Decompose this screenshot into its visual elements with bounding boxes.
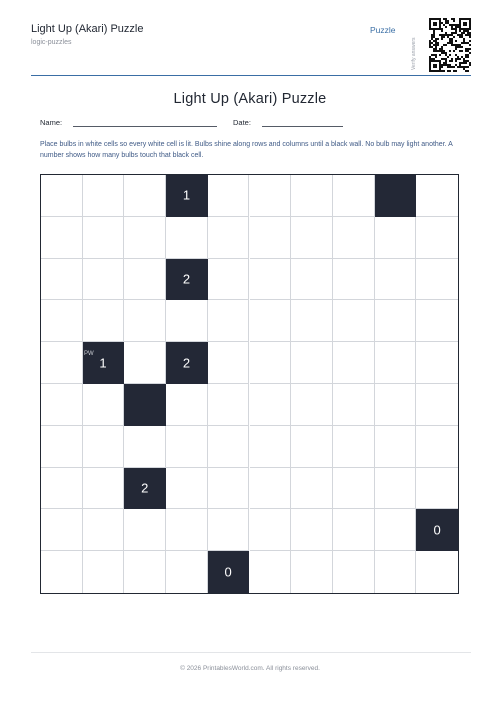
white-cell[interactable] [333, 384, 375, 426]
white-cell[interactable] [416, 468, 458, 510]
white-cell[interactable] [291, 551, 333, 593]
white-cell[interactable] [333, 175, 375, 217]
footer-divider [31, 652, 471, 653]
white-cell[interactable] [375, 342, 417, 384]
white-cell[interactable] [41, 342, 83, 384]
header-title: Light Up (Akari) Puzzle [31, 23, 144, 35]
instructions: Place bulbs in white cells so every white cell is lit. Bulbs shine along rows and columns until a black wall. No bulb may light another. A number shows how many bulbs touch that black cell. [40, 141, 453, 159]
white-cell[interactable] [166, 426, 208, 468]
white-cell[interactable] [41, 259, 83, 301]
white-cell[interactable] [333, 426, 375, 468]
black-cell [375, 175, 417, 217]
white-cell[interactable] [375, 300, 417, 342]
white-cell[interactable] [208, 342, 250, 384]
white-cell[interactable] [41, 468, 83, 510]
white-cell[interactable] [166, 300, 208, 342]
black-cell [208, 551, 250, 593]
white-cell[interactable] [208, 509, 250, 551]
footer-copyright: © 2026 PrintablesWorld.com. All rights reserved. [180, 665, 320, 672]
white-cell[interactable] [416, 175, 458, 217]
white-cell[interactable] [291, 384, 333, 426]
white-cell[interactable] [41, 509, 83, 551]
black-cell [83, 342, 125, 384]
white-cell[interactable] [124, 259, 166, 301]
puzzle-grid [40, 174, 459, 594]
white-cell[interactable] [291, 342, 333, 384]
white-cell[interactable] [291, 175, 333, 217]
white-cell[interactable] [333, 300, 375, 342]
black-cell [124, 384, 166, 426]
white-cell[interactable] [375, 259, 417, 301]
white-cell[interactable] [208, 217, 250, 259]
verify-answers-label: Verify answers [411, 37, 417, 70]
white-cell[interactable] [291, 217, 333, 259]
black-cell [166, 259, 208, 301]
white-cell[interactable] [41, 384, 83, 426]
white-cell[interactable] [333, 468, 375, 510]
clue-number: 1 [99, 355, 107, 371]
white-cell[interactable] [250, 551, 292, 593]
white-cell[interactable] [166, 217, 208, 259]
white-cell[interactable] [375, 384, 417, 426]
white-cell[interactable] [250, 217, 292, 259]
white-cell[interactable] [41, 217, 83, 259]
white-cell[interactable] [83, 300, 125, 342]
white-cell[interactable] [333, 551, 375, 593]
white-cell[interactable] [124, 509, 166, 551]
white-cell[interactable] [375, 426, 417, 468]
white-cell[interactable] [375, 468, 417, 510]
name-label: Name: [40, 118, 63, 127]
header-divider [31, 75, 471, 76]
white-cell[interactable] [83, 259, 125, 301]
white-cell[interactable] [41, 300, 83, 342]
white-cell[interactable] [416, 342, 458, 384]
white-cell[interactable] [333, 509, 375, 551]
black-cell [124, 468, 166, 510]
white-cell[interactable] [416, 300, 458, 342]
white-cell[interactable] [124, 175, 166, 217]
white-cell[interactable] [333, 342, 375, 384]
white-cell[interactable] [208, 300, 250, 342]
white-cell[interactable] [250, 259, 292, 301]
white-cell[interactable] [41, 551, 83, 593]
white-cell[interactable] [375, 551, 417, 593]
white-cell[interactable] [166, 509, 208, 551]
white-cell[interactable] [416, 259, 458, 301]
white-cell[interactable] [250, 426, 292, 468]
white-cell[interactable] [124, 551, 166, 593]
white-cell[interactable] [333, 259, 375, 301]
black-cell [166, 342, 208, 384]
clue-number: 0 [224, 564, 232, 580]
white-cell[interactable] [208, 468, 250, 510]
date-field[interactable] [262, 126, 343, 127]
white-cell[interactable] [124, 426, 166, 468]
white-cell[interactable] [83, 468, 125, 510]
white-cell[interactable] [166, 384, 208, 426]
page-title: Light Up (Akari) Puzzle [173, 91, 327, 107]
white-cell[interactable] [291, 259, 333, 301]
white-cell[interactable] [166, 468, 208, 510]
clue-number: 2 [182, 271, 191, 287]
header-tag[interactable]: Puzzle [370, 25, 396, 35]
white-cell[interactable] [291, 468, 333, 510]
white-cell[interactable] [375, 217, 417, 259]
white-cell[interactable] [416, 426, 458, 468]
white-cell[interactable] [41, 175, 83, 217]
clue-number: 2 [141, 480, 149, 496]
header-subtitle: logic-puzzles [31, 39, 72, 46]
white-cell[interactable] [416, 384, 458, 426]
white-cell[interactable] [291, 509, 333, 551]
white-cell[interactable] [208, 384, 250, 426]
white-cell[interactable] [83, 175, 125, 217]
white-cell[interactable] [250, 509, 292, 551]
white-cell[interactable] [208, 175, 250, 217]
white-cell[interactable] [333, 217, 375, 259]
white-cell[interactable] [375, 509, 417, 551]
qr-code-icon[interactable] [428, 17, 472, 73]
clue-number: 0 [433, 522, 441, 538]
clue-number: 1 [182, 187, 191, 203]
white-cell[interactable] [124, 217, 166, 259]
white-cell[interactable] [250, 342, 292, 384]
date-label: Date: [233, 118, 251, 127]
black-cell [416, 509, 458, 551]
clue-number: 2 [182, 355, 191, 371]
white-cell[interactable] [250, 468, 292, 510]
white-cell[interactable] [124, 300, 166, 342]
white-cell[interactable] [83, 551, 125, 593]
white-cell[interactable] [124, 342, 166, 384]
white-cell[interactable] [250, 175, 292, 217]
white-cell[interactable] [41, 426, 83, 468]
white-cell[interactable] [291, 426, 333, 468]
white-cell[interactable] [416, 217, 458, 259]
name-field[interactable] [73, 126, 217, 127]
white-cell[interactable] [250, 384, 292, 426]
watermark: PW [84, 351, 94, 357]
white-cell[interactable] [83, 217, 125, 259]
white-cell[interactable] [208, 426, 250, 468]
white-cell[interactable] [250, 300, 292, 342]
white-cell[interactable] [416, 551, 458, 593]
white-cell[interactable] [166, 551, 208, 593]
white-cell[interactable] [291, 300, 333, 342]
white-cell[interactable] [83, 509, 125, 551]
white-cell[interactable] [208, 259, 250, 301]
white-cell[interactable] [83, 426, 125, 468]
white-cell[interactable] [83, 384, 125, 426]
black-cell [166, 175, 208, 217]
